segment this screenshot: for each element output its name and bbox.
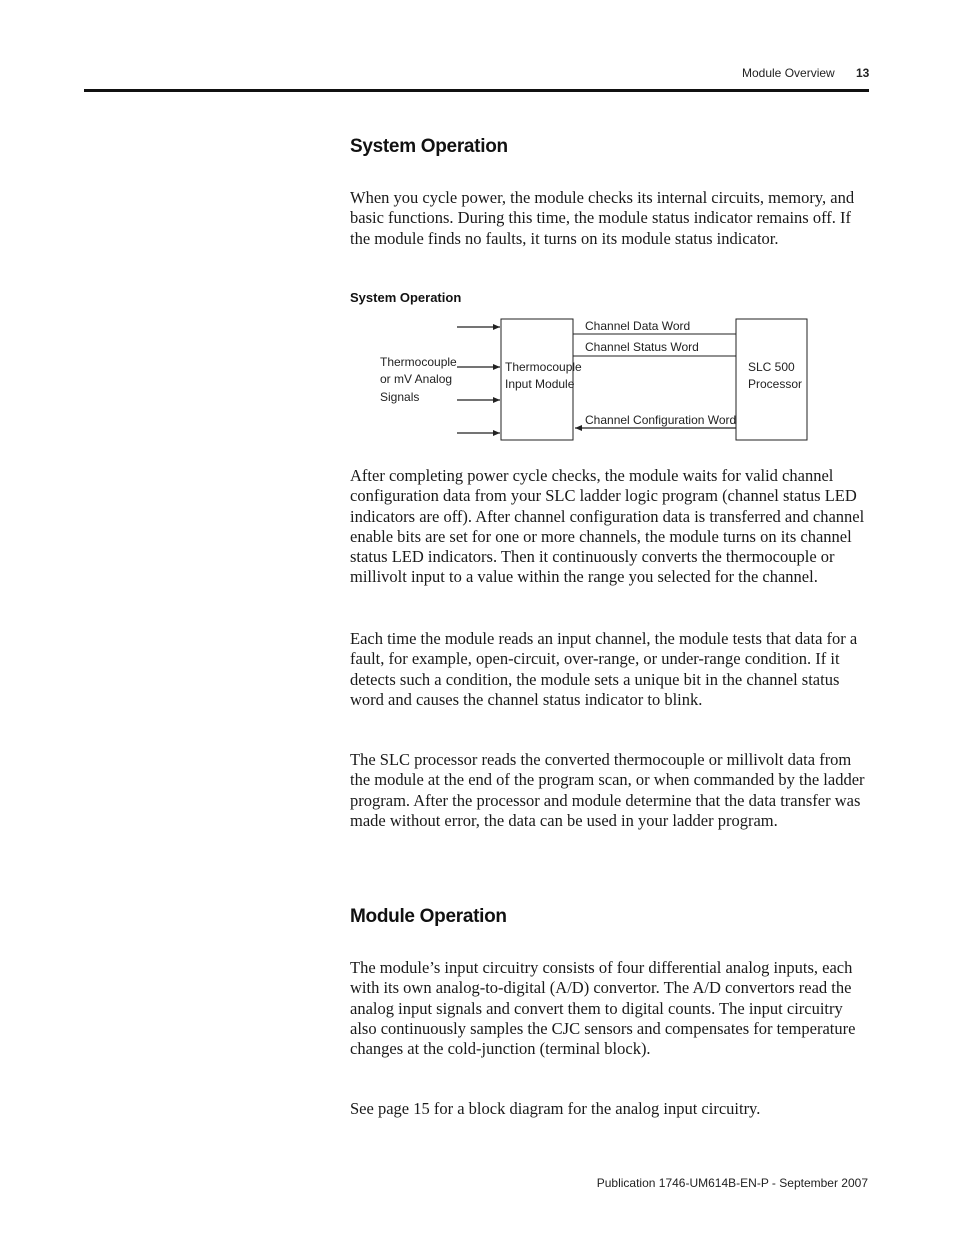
system-operation-paragraph-2: After completing power cycle checks, the module waits for valid channel configuration data from your SLC ladder logic program (channel status LED indicators are off). After channel configuration data is transferred and channel enable bits are set for one or more channels, the module turns on its channel status LED indicators. Then it continuously converts the thermocouple or millivolt input to a value within the range you selected for the channel. (350, 466, 865, 587)
header-page-number: 13 (856, 66, 870, 80)
module-label-line-2: Input Module (505, 377, 575, 391)
processor-label-line-2: Processor (748, 377, 803, 391)
system-operation-paragraph-1: When you cycle power, the module checks its internal circuits, memory, and basic functions. During this time, the module status indicator remains off. If the module finds no faults, it turns on its module status indicator. (350, 188, 855, 248)
channel-config-word-label: Channel Configuration Word (585, 413, 737, 427)
header-rule (84, 89, 869, 92)
channel-data-word-label: Channel Data Word (585, 319, 691, 333)
processor-label-line-1: SLC 500 (748, 360, 795, 374)
module-operation-heading: Module Operation (350, 906, 507, 927)
system-operation-heading: System Operation (350, 136, 508, 157)
system-operation-paragraph-4: The SLC processor reads the converted thermocouple or millivolt data from the module at the end of the program scan, or when commanded by the ladder program. After the processor and module determine that the data transfer was made without error, the data can be used in your ladder program. (350, 750, 865, 830)
module-operation-paragraph-1: The module’s input circuitry consists of four differential analog inputs, each with its own analog-to-digital (A/D) convertor. The A/D convertors read the analog input signals and convert them to digital counts. The input circuitry also continuously samples the CJC sensors and compensates for temperature changes at the cold-junction (terminal block). (350, 958, 856, 1059)
system-operation-paragraph-3: Each time the module reads an input channel, the module tests that data for a fault, for example, open-circuit, over-range, or under-range condition. If it detects such a condition, the module sets a unique bit in the channel status word and causes the channel status indicator to blink. (350, 629, 858, 709)
input-signals-label-line-2: or mV Analog (380, 372, 453, 386)
input-signals-label-line-3: Signals (380, 390, 420, 404)
footer-publication: Publication 1746-UM614B-EN-P - September 2007 (596, 1176, 868, 1190)
module-label-line-1: Thermocouple (505, 360, 582, 374)
input-signals-label-line-1: Thermocouple (380, 355, 457, 369)
system-operation-diagram (370, 312, 820, 447)
figure-title: System Operation (350, 290, 462, 305)
channel-status-word-label: Channel Status Word (585, 340, 699, 354)
header-section-title: Module Overview (742, 66, 835, 80)
module-operation-paragraph-2: See page 15 for a block diagram for the analog input circuitry. (350, 1099, 761, 1118)
